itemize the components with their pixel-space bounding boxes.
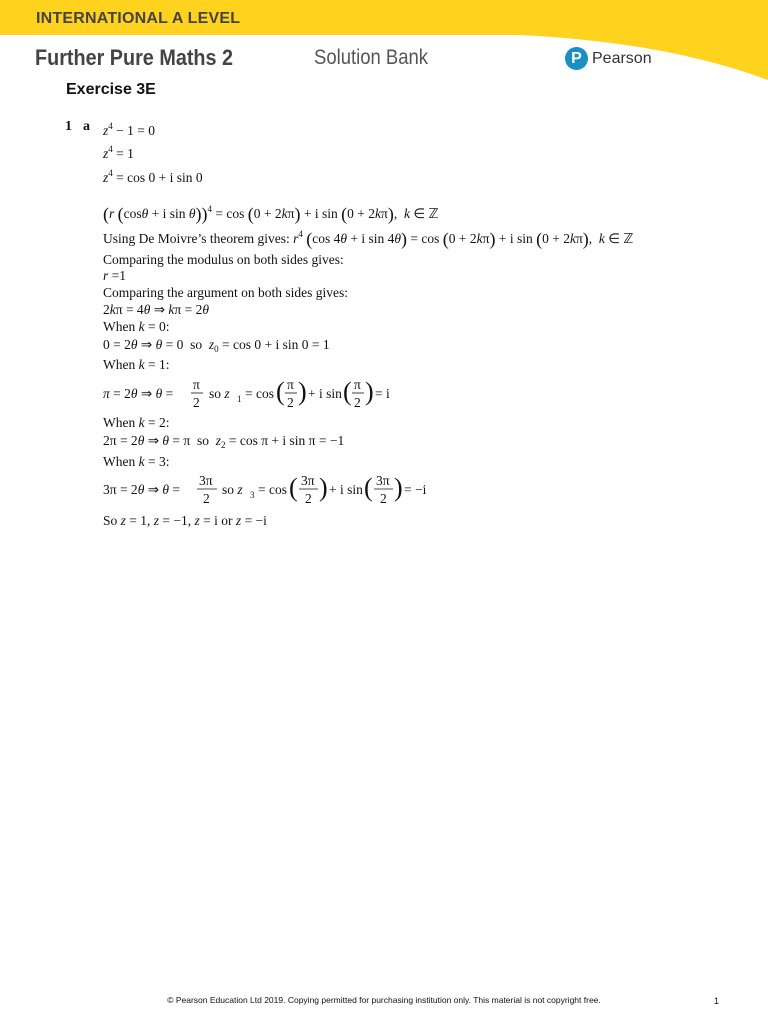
svg-text:so z: so z xyxy=(222,482,243,497)
question-number: 1 xyxy=(65,119,72,134)
svg-text:2: 2 xyxy=(305,491,312,506)
svg-text:3: 3 xyxy=(250,490,255,500)
solution-line: 2π = 2θ ⇒ θ = π so $z_2 = \cos \pi + i$ sin π = −1 xyxy=(103,433,345,450)
pearson-logo xyxy=(565,47,652,70)
svg-text:2: 2 xyxy=(354,395,361,410)
solution-line: 2kπ = 4θ ⇒ kπ = 2θ xyxy=(103,302,209,317)
page-number: 1 xyxy=(714,996,720,1006)
solution-line: r =1 xyxy=(103,268,127,283)
solution-line: $z^4 = \cos 0 + i$ sin 0 xyxy=(103,168,203,185)
svg-text:π = 2θ ⇒ θ =: π = 2θ ⇒ θ = xyxy=(103,386,174,401)
solution-line xyxy=(103,376,403,412)
question-part: a xyxy=(83,119,90,134)
svg-text:1: 1 xyxy=(237,394,242,404)
book-title: Further Pure Maths 2 xyxy=(35,45,234,70)
svg-text:+ i sin: + i sin xyxy=(329,482,363,497)
solution-bank-label: Solution Bank xyxy=(314,46,429,69)
svg-text:= i: = i xyxy=(375,386,390,401)
svg-text:): ) xyxy=(298,377,307,406)
svg-text:= cos: = cos xyxy=(258,482,287,497)
solution-line: When k = 2: xyxy=(103,415,170,430)
solution-line: $z^4 = 1$ xyxy=(103,144,134,161)
svg-text:2: 2 xyxy=(380,491,387,506)
copyright-footer: © Pearson Education Ltd 2019. Copying permitted for purchasing institution only. This material is not copyright free. xyxy=(167,995,601,1005)
series-label: INTERNATIONAL A LEVEL xyxy=(36,10,241,27)
svg-text:+ i sin: + i sin xyxy=(308,386,342,401)
solution-line: When k = 0: xyxy=(103,319,170,334)
svg-text:(: ( xyxy=(276,377,285,406)
svg-text:): ) xyxy=(394,473,403,502)
solution-line: $z^4 - 1 = 0$ xyxy=(103,121,155,138)
svg-text:): ) xyxy=(365,377,374,406)
solution-line: 0 = 2θ ⇒ θ = 0 so $z_0 = \cos 0 + i$ sin 0 = 1 xyxy=(103,337,330,354)
exercise-title: Exercise 3E xyxy=(66,81,156,98)
solution-line: (r (cosθ + i sin θ))$^4$ = cos (0 + 2kπ) + i sin (0 + 2kπ), k ∈ ℤ xyxy=(103,204,439,224)
svg-text:(: ( xyxy=(289,473,298,502)
pearson-logo-icon: P xyxy=(565,47,588,70)
svg-text:(: ( xyxy=(343,377,352,406)
svg-text:so z: so z xyxy=(209,386,230,401)
fraction-equation-k3 xyxy=(103,472,443,508)
svg-text:π: π xyxy=(354,377,361,392)
solution-line: Comparing the modulus on both sides gives: xyxy=(103,252,344,267)
svg-text:(: ( xyxy=(364,473,373,502)
svg-text:2: 2 xyxy=(193,395,200,410)
svg-text:π: π xyxy=(193,377,200,392)
svg-text:3π: 3π xyxy=(376,473,390,488)
svg-text:= cos: = cos xyxy=(245,386,274,401)
pearson-wordmark: Pearson xyxy=(592,49,652,67)
svg-text:3π: 3π xyxy=(301,473,315,488)
svg-text:2: 2 xyxy=(203,491,210,506)
solution-line xyxy=(103,472,443,508)
solution-line: Comparing the argument on both sides gives: xyxy=(103,285,348,300)
svg-text:= −i: = −i xyxy=(404,482,427,497)
svg-text:): ) xyxy=(319,473,328,502)
solution-line: When k = 1: xyxy=(103,357,170,372)
svg-text:3π: 3π xyxy=(199,473,213,488)
svg-text:2: 2 xyxy=(287,395,294,410)
svg-text:3π = 2θ ⇒ θ =: 3π = 2θ ⇒ θ = xyxy=(103,482,181,497)
fraction-equation-k1 xyxy=(103,376,403,412)
svg-text:π: π xyxy=(287,377,294,392)
solution-line: So z = 1, z = −1, z = i or z = −i xyxy=(103,513,267,528)
solution-line: Using De Moivre’s theorem gives: $r^4$ (cos 4θ + i sin 4θ) = cos (0 + 2kπ) + i sin (0 + 2kπ), k ∈ ℤ xyxy=(103,229,634,249)
solution-line: When k = 3: xyxy=(103,454,170,469)
